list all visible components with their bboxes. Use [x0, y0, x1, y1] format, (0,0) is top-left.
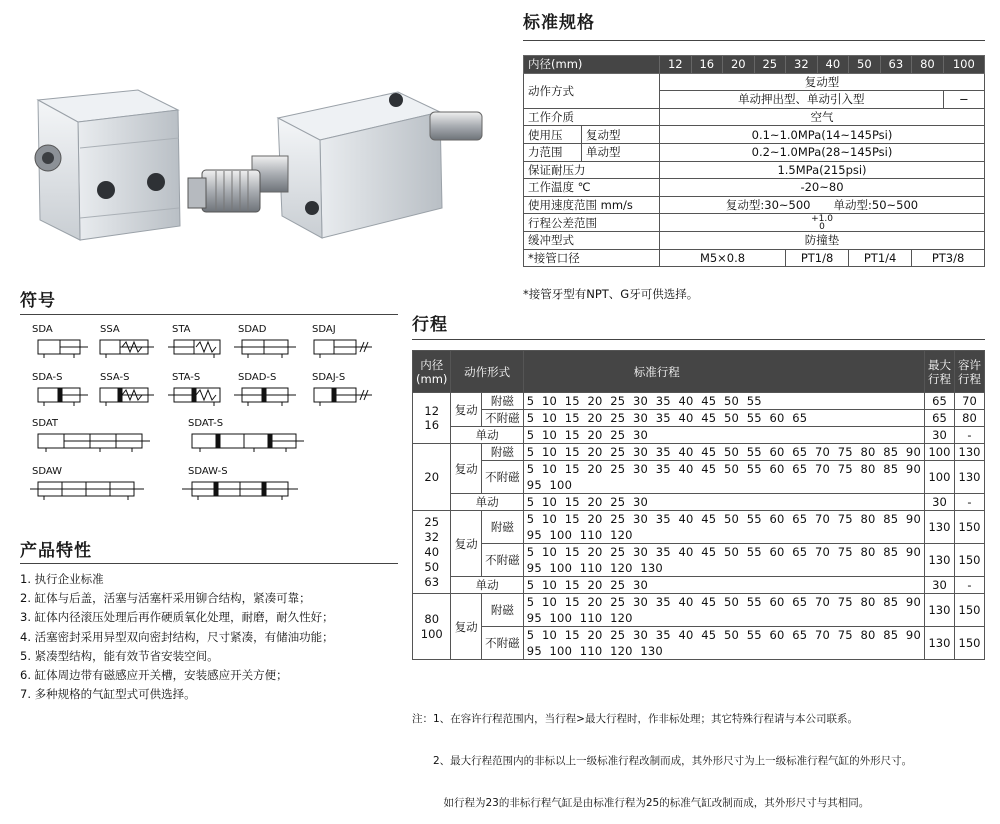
table-row	[413, 594, 985, 627]
stroke-header-max-a: 最大	[927, 357, 951, 372]
feature-list	[20, 570, 405, 704]
g1-nomag-values: 5 10 15 20 25 30 35 40 45 50 55 60 65	[523, 410, 924, 427]
g1-nomag-allow: 80	[954, 410, 984, 427]
cushion-value: 防撞垫	[660, 231, 985, 249]
bore-80: 80	[912, 56, 944, 74]
g3-mag-line2: 95 100 110 120	[526, 528, 633, 542]
note-line: 2、最大行程范围内的非标以上一级标准行程改制而成，其外形尺寸为上一级标准行程气缸的外形尺寸。	[412, 755, 913, 767]
table-row	[413, 410, 985, 427]
g2-nomag-allow: 130	[954, 461, 984, 494]
g3-nomag: 不附磁	[481, 544, 523, 577]
symbol-diagrams	[20, 318, 400, 508]
bore-50: 50	[849, 56, 881, 74]
g1-single: 单动	[451, 427, 523, 444]
temp-value: -20~80	[660, 179, 985, 197]
pressure-double-value: 0.1~1.0MPa(14~145Psi)	[660, 126, 985, 144]
g4-nomag-line1: 5 10 15 20 25 30 35 40 45 50 55 60 65 70 75 80 85 90	[526, 628, 921, 642]
action-single: 单动押出型、单动引入型	[660, 91, 944, 109]
g3-mag-values	[523, 511, 924, 544]
g2-nomag: 不附磁	[481, 461, 523, 494]
speed-label: 使用速度范围 mm/s	[524, 196, 660, 214]
port-m5: M5×0.8	[660, 249, 786, 267]
feature-item: 2. 缸体与后盖，活塞与活塞杆采用铆合结构，紧凑可靠；	[20, 591, 311, 606]
sym-label-sda-s: SDA-S	[32, 372, 63, 383]
symbol-sdad-icon	[234, 340, 296, 358]
symbol-ssa-s-icon	[100, 388, 154, 406]
g2-mag-max: 100	[924, 444, 954, 461]
spec-title: 标准规格	[523, 13, 595, 33]
pressure-single-value: 0.2~1.0MPa(28~145Psi)	[660, 143, 985, 161]
feature-title-rule	[20, 563, 398, 564]
proof-label: 保证耐压力	[524, 161, 660, 179]
sym-label-sdat-s: SDAT-S	[188, 418, 224, 429]
table-row	[413, 577, 985, 594]
g4-mag-allow: 150	[954, 594, 984, 627]
pressure-single-label: 单动型	[582, 143, 660, 161]
g2-nomag-line2: 95 100	[526, 478, 573, 492]
g3-mag-line1: 5 10 15 20 25 30 35 40 45 50 55 60 65 70 75 80 85 90	[526, 512, 921, 526]
g2-single-allow: -	[954, 494, 984, 511]
spec-table	[523, 55, 985, 267]
action-double: 复动型	[660, 73, 985, 91]
symbol-sdaw-s-icon	[182, 482, 298, 500]
table-row	[413, 461, 985, 494]
g3-single-values: 5 10 15 20 25 30	[523, 577, 924, 594]
stroke-header-bore-a: 内径	[420, 357, 444, 372]
action-single-100: −	[943, 91, 984, 109]
g3-mag-allow: 150	[954, 511, 984, 544]
sym-label-sdaj: SDAJ	[312, 324, 336, 335]
pressure-label-b: 力范围	[524, 143, 582, 161]
g4-nomag-values	[523, 627, 924, 660]
bore-32: 32	[786, 56, 818, 74]
stroke-header-allow	[954, 351, 984, 393]
g2-single: 单动	[451, 494, 523, 511]
stroke-notes	[412, 684, 997, 824]
bore-25: 25	[754, 56, 786, 74]
g3-nomag-line2: 95 100 110 120 130	[526, 561, 663, 575]
tolerance-upper: +1.0	[811, 213, 833, 224]
g3-bore-25: 25	[424, 514, 440, 529]
g4-mag-values	[523, 594, 924, 627]
sym-label-ssa: SSA	[100, 324, 120, 335]
g2-single-values: 5 10 15 20 25 30	[523, 494, 924, 511]
g1-mag: 附磁	[481, 393, 523, 410]
g4-nomag-max: 130	[924, 627, 954, 660]
stroke-header-max	[924, 351, 954, 393]
cylinder-left-icon	[35, 90, 180, 240]
sym-label-sdad: SDAD	[238, 324, 267, 335]
stroke-header-max-b: 行程	[927, 371, 951, 386]
g4-nomag-allow: 150	[954, 627, 984, 660]
feature-title: 产品特性	[20, 541, 92, 561]
g2-single-max: 30	[924, 494, 954, 511]
pressure-double-label: 复动型	[582, 126, 660, 144]
medium-label: 工作介质	[524, 108, 660, 126]
symbol-sdat-s-icon	[192, 434, 304, 452]
g4-mag-max: 130	[924, 594, 954, 627]
symbol-sdaw-icon	[30, 482, 144, 500]
g4-bore-a: 80	[424, 611, 440, 626]
sym-label-ssa-s: SSA-S	[100, 372, 130, 383]
stroke-title-rule	[412, 339, 985, 340]
table-row	[413, 444, 985, 461]
feature-item: 4. 活塞密封采用异型双向密封结构，尺寸紧凑，有储油功能；	[20, 629, 334, 644]
table-row	[413, 511, 985, 544]
medium-value: 空气	[660, 108, 985, 126]
g1-nomag: 不附磁	[481, 410, 523, 427]
tolerance-value	[660, 214, 985, 232]
symbol-sda-icon	[38, 340, 88, 358]
g3-bore-40: 40	[424, 544, 440, 559]
spec-title-rule	[523, 40, 985, 41]
port-pt14: PT1/4	[849, 249, 912, 267]
bore-16: 16	[691, 56, 723, 74]
g3-nomag-line1: 5 10 15 20 25 30 35 40 45 50 55 60 65 70 75 80 85 90	[526, 545, 921, 559]
speed-value: 复动型:30~500 单动型:50~500	[660, 196, 985, 214]
cylinder-right-icon	[188, 92, 482, 238]
g3-single-allow: -	[954, 577, 984, 594]
symbol-sda-s-icon	[38, 388, 88, 406]
spec-footnote: *接管牙型有NPT、G牙可供选择。	[523, 287, 699, 301]
g4-nomag-line2: 95 100 110 120 130	[526, 644, 663, 658]
symbol-sdaj-icon	[314, 340, 372, 358]
pressure-label-a: 使用压	[524, 126, 582, 144]
feature-item: 3. 缸体内径滚压处理后再作硬质氧化处理，耐磨，耐久性好；	[20, 610, 334, 625]
port-pt38: PT3/8	[912, 249, 985, 267]
sym-label-sdat: SDAT	[32, 418, 59, 429]
stroke-header-standard: 标准行程	[523, 351, 924, 393]
stroke-header-bore	[413, 351, 451, 393]
g3-bore-63: 63	[424, 574, 440, 589]
g1-bore-b: 16	[424, 418, 440, 432]
note-line: 如行程为23的非标行程气缸是由标准行程为25的标准气缸改制而成，其外形尺寸与其相同。	[412, 797, 870, 809]
g3-nomag-allow: 150	[954, 544, 984, 577]
g2-nomag-max: 100	[924, 461, 954, 494]
bore-20: 20	[723, 56, 755, 74]
table-row	[413, 427, 985, 444]
stroke-header-action: 动作形式	[451, 351, 523, 393]
g3-mag: 附磁	[481, 511, 523, 544]
symbol-ssa-icon	[100, 340, 154, 358]
symbol-title-rule	[20, 314, 398, 315]
g4-mag-line1: 5 10 15 20 25 30 35 40 45 50 55 60 65 70 75 80 85 90	[526, 595, 921, 609]
proof-value: 1.5MPa(215psi)	[660, 161, 985, 179]
symbol-sta-s-icon	[168, 388, 220, 406]
g4-mag-line2: 95 100 110 120	[526, 611, 633, 625]
symbol-sdat-icon	[38, 434, 150, 452]
g3-single-max: 30	[924, 577, 954, 594]
table-row	[413, 544, 985, 577]
action-label: 动作方式	[524, 73, 660, 108]
g3-bore	[413, 511, 451, 594]
g1-bore-a: 12	[424, 404, 440, 418]
table-row	[413, 393, 985, 410]
g2-nomag-line1: 5 10 15 20 25 30 35 40 45 50 55 60 65 70 75 80 85 90	[526, 462, 921, 476]
g3-single: 单动	[451, 577, 523, 594]
symbol-sdaj-s-icon	[314, 388, 372, 406]
note-line: 注：1、在容许行程范围内，当行程>最大行程时，作非标处理；其它特殊行程请与本公司联系。	[412, 713, 858, 725]
g4-nomag: 不附磁	[481, 627, 523, 660]
sym-label-sta-s: STA-S	[172, 372, 201, 383]
table-row	[413, 494, 985, 511]
g3-bore-50: 50	[424, 559, 440, 574]
bore-63: 63	[880, 56, 912, 74]
g2-double: 复动	[451, 444, 481, 494]
g1-double: 复动	[451, 393, 481, 427]
g1-single-allow: -	[954, 427, 984, 444]
bore-12: 12	[660, 56, 692, 74]
g1-mag-values: 5 10 15 20 25 30 35 40 45 50 55	[523, 393, 924, 410]
g4-double: 复动	[451, 594, 481, 660]
tolerance-label: 行程公差范围	[524, 214, 660, 232]
feature-item: 1. 执行企业标准	[20, 572, 104, 586]
symbol-title: 符号	[20, 291, 56, 311]
product-photo	[20, 78, 510, 253]
g3-mag-max: 130	[924, 511, 954, 544]
g1-mag-max: 65	[924, 393, 954, 410]
sym-label-sta: STA	[172, 324, 191, 335]
g1-single-values: 5 10 15 20 25 30	[523, 427, 924, 444]
stroke-header-row	[413, 351, 985, 393]
table-row	[413, 627, 985, 660]
g1-mag-allow: 70	[954, 393, 984, 410]
g3-nomag-values	[523, 544, 924, 577]
stroke-table	[412, 350, 985, 660]
bore-40: 40	[817, 56, 849, 74]
g4-bore	[413, 594, 451, 660]
feature-item: 5. 紧凑型结构，能有效节省安装空间。	[20, 648, 219, 663]
sym-label-sdaw-s: SDAW-S	[188, 466, 228, 477]
feature-item: 7. 多种规格的气缸型式可供选择。	[20, 687, 196, 702]
g2-mag: 附磁	[481, 444, 523, 461]
g1-nomag-max: 65	[924, 410, 954, 427]
symbol-sta-icon	[168, 340, 220, 358]
sym-label-sdad-s: SDAD-S	[238, 372, 277, 383]
sym-label-sdaw: SDAW	[32, 466, 63, 477]
feature-item: 6. 缸体周边带有磁感应开关槽，安装感应开关方便；	[20, 668, 288, 683]
stroke-header-allow-a: 容许	[957, 357, 981, 372]
g1-bore	[413, 393, 451, 444]
g2-nomag-values	[523, 461, 924, 494]
port-pt18: PT1/8	[786, 249, 849, 267]
temp-label: 工作温度 ℃	[524, 179, 660, 197]
spec-header-row	[524, 56, 985, 74]
g2-mag-allow: 130	[954, 444, 984, 461]
cushion-label: 缓冲型式	[524, 231, 660, 249]
port-label: *接管口径	[524, 249, 660, 267]
bore-100: 100	[943, 56, 984, 74]
sym-label-sda: SDA	[32, 324, 53, 335]
g3-double: 复动	[451, 511, 481, 577]
g1-single-max: 30	[924, 427, 954, 444]
spec-header-bore: 内径(mm)	[524, 56, 660, 74]
g4-bore-b: 100	[420, 626, 443, 641]
stroke-header-allow-b: 行程	[957, 371, 981, 386]
sym-label-sdaj-s: SDAJ-S	[312, 372, 346, 383]
stroke-header-bore-b: (mm)	[416, 371, 448, 386]
g2-bore: 20	[413, 444, 451, 511]
g2-mag-values: 5 10 15 20 25 30 35 40 45 50 55 60 65 70 75 80 85 90	[523, 444, 924, 461]
symbol-sdad-s-icon	[234, 388, 296, 406]
g3-nomag-max: 130	[924, 544, 954, 577]
g3-bore-32: 32	[424, 529, 440, 544]
g4-mag: 附磁	[481, 594, 523, 627]
stroke-title: 行程	[412, 315, 448, 335]
tolerance-lower: 0	[819, 221, 825, 232]
